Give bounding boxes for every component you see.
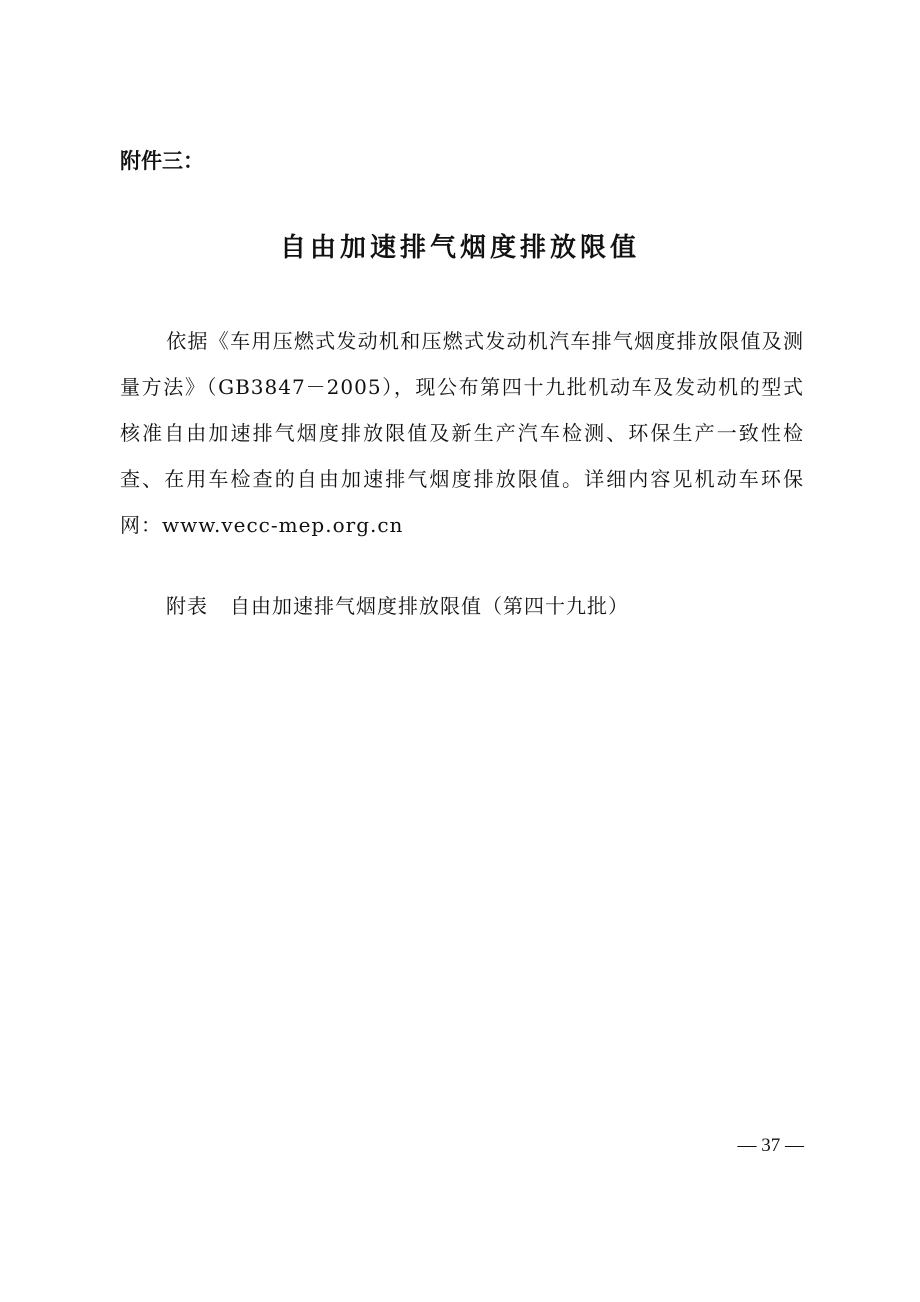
body-paragraph [120,318,804,548]
appendix-label: 附表 [166,594,208,618]
appendix-title: 自由加速排气烟度排放限值（第四十九批） [230,594,629,618]
body-paragraph-text: 依据《车用压燃式发动机和压燃式发动机汽车排气烟度排放限值及测量方法》（GB3847－2005），现公布第四十九批机动车及发动机的型式核准自由加速排气烟度排放限值及新生产汽车检测、环保生产一致性检查、在用车检查的自由加速排气烟度排放限值。详细内容见机动车环保网：www.vecc-mep.org.cn [120,329,804,537]
document-title: 自由加速排气烟度排放限值 [279,233,640,263]
appendix-reference [166,588,629,624]
page-number: — 37 — [737,1135,804,1156]
attachment-label: 附件三： [120,149,204,173]
